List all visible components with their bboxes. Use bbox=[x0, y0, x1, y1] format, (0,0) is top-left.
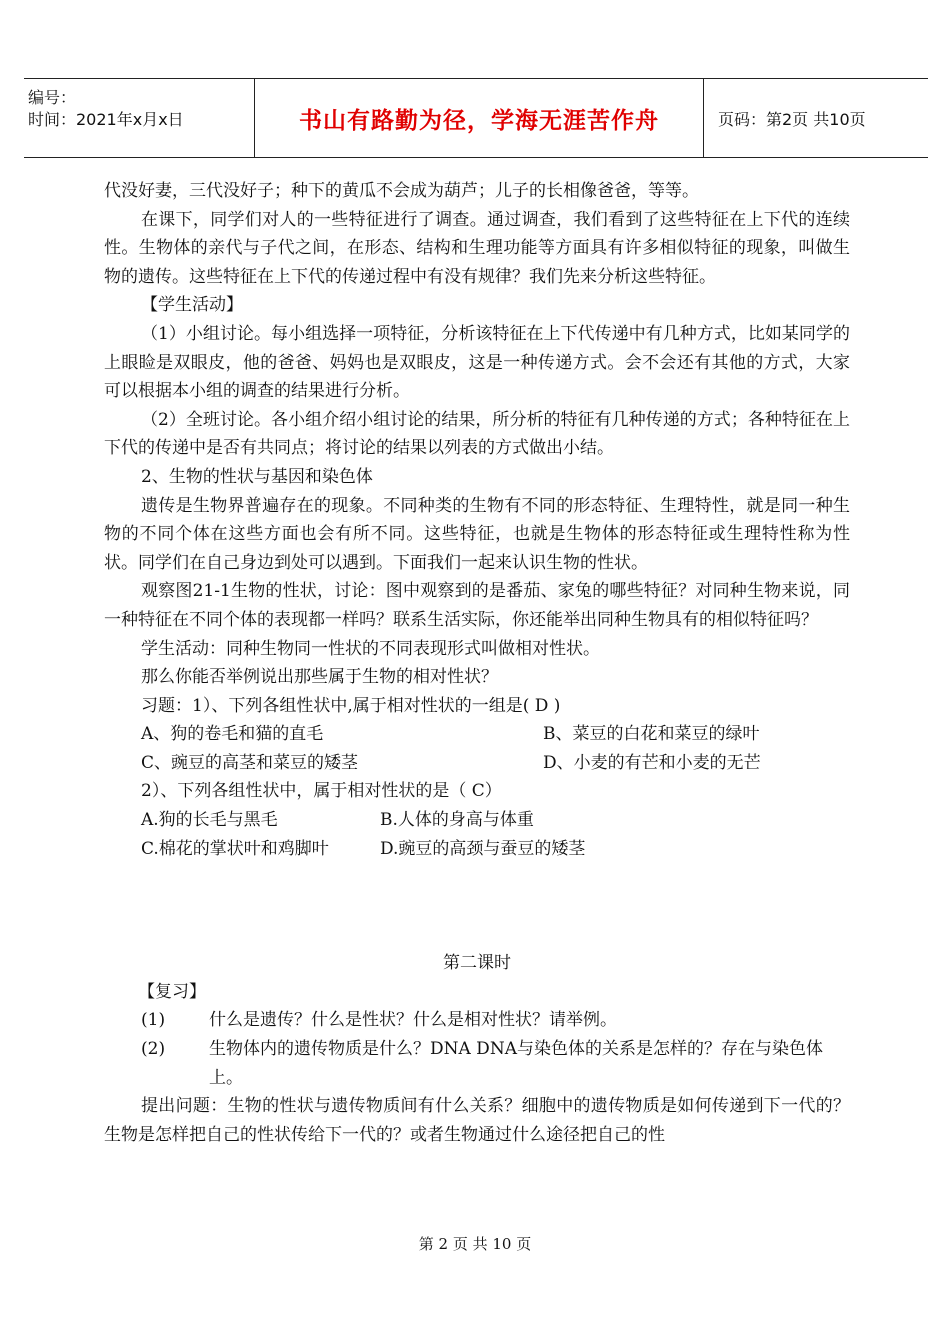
option-d: D、小麦的有芒和小麦的无芒 bbox=[543, 752, 761, 773]
question-2-options-row bbox=[104, 835, 850, 864]
paragraph: 遗传是生物界普遍存在的现象。不同种类的生物有不同的形态特征、生理特性，就是同一种生物的不同个体在这些方面也会有所不同。这些特征，也就是生物体的形态特征或生理特性称为性状。同学们在自己身边到处可以遇到。下面我们一起来认识生物的性状。 bbox=[104, 495, 850, 573]
question-1: 习题：1）、下列各组性状中,属于相对性状的一组是( D ) bbox=[141, 695, 561, 716]
header-right-cell bbox=[704, 79, 928, 157]
question-1-options-row bbox=[104, 749, 850, 778]
option-b: B、菜豆的白花和菜豆的绿叶 bbox=[543, 724, 760, 745]
document-body bbox=[104, 177, 850, 1149]
paragraph: 代没好妻，三代没好子；种下的黄瓜不会成为葫芦；儿子的长相像爸爸，等等。 bbox=[104, 181, 699, 201]
review-item-text: 什么是遗传？什么是性状？什么是相对性状？请举例。 bbox=[209, 1010, 617, 1031]
header-left-cell bbox=[24, 79, 254, 157]
paragraph: （1）小组讨论。每小组选择一项特征，分析该特征在上下代传递中有几种方式，比如某同学的上眼睑是双眼皮，他的爸爸、妈妈也是双眼皮，这是一种传递方式。会不会还有其他的方式，大家可以根据本小组的调查的结果进行分析。 bbox=[104, 323, 850, 402]
option-d: D.豌豆的高颈与蚕豆的矮茎 bbox=[380, 838, 586, 859]
paragraph: 在课下，同学们对人的一些特征进行了调查。通过调查，我们看到了这些特征在上下代的连续性。生物体的亲代与子代之间，在形态、结构和生理功能等方面具有许多相似特征的现象，叫做生物的遗传。这些特征在上下代的传递过程中有没有规律？我们先来分析这些特征。 bbox=[104, 209, 850, 287]
paragraph: （2）全班讨论。各小组介绍小组讨论的结果，所分析的特征有几种传递的方式；各种特征在上下代的传递中是否有共同点；将讨论的结果以列表的方式做出小结。 bbox=[104, 409, 850, 459]
review-item-number: (1) bbox=[141, 1010, 166, 1031]
review-item bbox=[104, 1006, 850, 1035]
number-label: 编号： bbox=[28, 88, 77, 107]
paragraph: 学生活动：同种生物同一性状的不同表现形式叫做相对性状。 bbox=[141, 638, 600, 659]
paragraph: 那么你能否举例说出那些属于生物的相对性状？ bbox=[141, 667, 498, 688]
spacer bbox=[104, 863, 850, 949]
option-c: C、豌豆的高茎和菜豆的矮茎 bbox=[141, 752, 359, 773]
question-2-options-row bbox=[104, 806, 850, 835]
page-info: 页码：第2页 共10页 bbox=[718, 109, 866, 129]
section-heading: 2、生物的性状与基因和染色体 bbox=[141, 466, 373, 487]
time-label: 时间：2021年x月x日 bbox=[28, 110, 184, 129]
question-2: 2）、下列各组性状中，属于相对性状的是（ C） bbox=[141, 781, 502, 802]
paragraph: 观察图21-1生物的性状，讨论：图中观察到的是番茄、家兔的哪些特征？对同种生物来说，同一种特征在不同个体的表现都一样吗？联系生活实际，你还能举出同种生物具有的相似特征吗？ bbox=[104, 581, 850, 630]
option-c: C.棉花的掌状叶和鸡脚叶 bbox=[141, 838, 329, 859]
header-motto-cell bbox=[254, 79, 704, 157]
lesson-2-title: 第二课时 bbox=[443, 953, 511, 974]
review-item bbox=[104, 1035, 850, 1092]
motto: 书山有路勤为径，学海无涯苦作舟 bbox=[299, 107, 659, 134]
review-heading: 【复习】 bbox=[138, 981, 206, 1002]
page-footer: 第 2 页 共 10 页 bbox=[418, 1235, 532, 1253]
option-a: A、狗的卷毛和猫的直毛 bbox=[141, 724, 324, 745]
header-table bbox=[24, 78, 928, 158]
option-b: B.人体的身高与体重 bbox=[380, 810, 534, 831]
paragraph: 提出问题：生物的性状与遗传物质间有什么关系？细胞中的遗传物质是如何传递到下一代的？生物是怎样把自己的性状传给下一代的？或者生物通过什么途径把自己的性 bbox=[104, 1096, 850, 1145]
review-item-number: (2) bbox=[141, 1039, 166, 1060]
question-1-options-row bbox=[104, 720, 850, 749]
option-a: A.狗的长毛与黑毛 bbox=[141, 810, 278, 831]
activity-heading: 【学生活动】 bbox=[141, 295, 243, 316]
review-item-text: 生物体内的遗传物质是什么？DNA DNA与染色体的关系是怎样的？存在与染色体上。 bbox=[209, 1039, 823, 1088]
